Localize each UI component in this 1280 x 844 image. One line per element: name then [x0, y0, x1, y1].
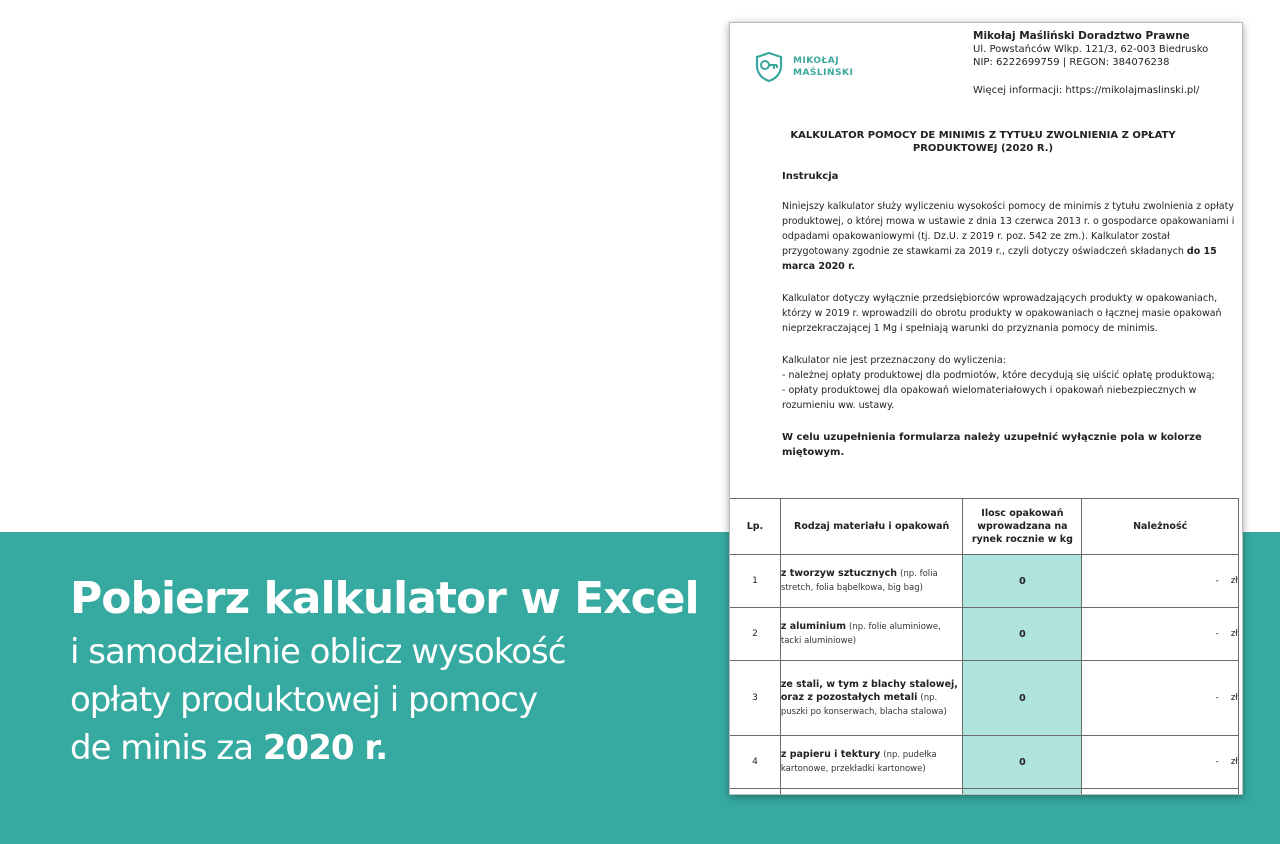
- header-amount-due: Należność: [1082, 499, 1239, 555]
- row-lp: 2: [730, 608, 781, 661]
- material-name: ze stali, w tym z blachy stalowej, oraz z pozostałych metali: [780, 678, 958, 703]
- material-name: z papieru i tektury: [780, 749, 881, 760]
- promo-line-3-text: de minis za: [70, 728, 263, 768]
- material-example: (np. folia stretch, folia bąbelkowa, big bag): [780, 569, 938, 593]
- row-lp: 1: [730, 555, 781, 608]
- company-ids: NIP: 6222699759 | REGON: 384076238: [973, 57, 1170, 68]
- promo-line-1: i samodzielnie oblicz wysokość: [70, 632, 566, 672]
- paragraph-1-text: Niniejszy kalkulator służy wyliczeniu wysokości pomocy de minimis z tytułu zwolnienia z opłaty produktowej, o której mowa w ustawie z dnia 13 czerwca 2013 r. o gospodarce opakowaniami i odpadami opakowaniowymi (tj. Dz.U. z 2019 r. poz. 542 ze zm.). Kalkulator został przygotowany zgodnie ze stawkami za 2019 r., czyli dotyczy oświadczeń składanych: [782, 201, 1235, 257]
- instruction-heading: Instrukcja: [782, 171, 839, 182]
- table-row: [730, 608, 1239, 661]
- material-example: (np. folie aluminiowe, tacki aluminiowe): [780, 622, 941, 646]
- row-material: [780, 555, 963, 608]
- company-logo: [752, 50, 852, 90]
- table-row: [730, 736, 1239, 789]
- instruction-paragraph-2: Kalkulator dotyczy wyłącznie przedsiębiorców wprowadzających produkty w opakowaniach, którzy w 2019 r. wprowadzili do obrotu produkty w opakowaniach o łącznej masie opakowań nieprzekraczającej 1 Mg i spełniają warunki do przyznania pomocy de minimis.: [782, 293, 1222, 334]
- promo-line-2: opłaty produktowej i pomocy: [70, 680, 538, 720]
- row-material: [780, 736, 963, 789]
- amount-due-cell: [1082, 789, 1239, 796]
- table-row: [730, 555, 1239, 608]
- promo-text: [70, 570, 699, 772]
- quantity-cell[interactable]: 0: [963, 608, 1082, 661]
- company-address: Ul. Powstańców Wlkp. 121/3, 62-003 Biedrusko: [973, 44, 1209, 55]
- row-lp: 3: [730, 661, 781, 736]
- currency-label: zł: [1230, 693, 1238, 703]
- row-material: [780, 789, 963, 796]
- header-material: Rodzaj materiału i opakowań: [780, 499, 963, 555]
- paragraph-3-item-2: - opłaty produktowej dla opakowań wielomateriałowych i opakowań niebezpiecznych w rozumieniu ww. ustawy.: [782, 385, 1197, 411]
- material-example: (np. puszki po konserwach, blacha stalowa): [780, 692, 947, 717]
- quantity-cell: [963, 789, 1082, 796]
- row-lp: [730, 789, 781, 796]
- amount-due-value: -: [1215, 629, 1219, 639]
- row-material: [780, 661, 963, 736]
- amount-due-value: -: [1215, 757, 1219, 767]
- material-example: (np. pudełka kartonowe, przekładki kartonowe): [780, 750, 937, 774]
- amount-due-cell: [1082, 555, 1239, 608]
- table-row: [730, 661, 1239, 736]
- header-quantity: Ilosc opakowań wprowadzana na rynek rocznie w kg: [963, 499, 1082, 555]
- instructions: [782, 169, 1238, 460]
- paragraph-3-intro: Kalkulator nie jest przeznaczony do wyliczenia:: [782, 355, 1006, 366]
- currency-label: zł: [1230, 757, 1238, 767]
- material-name: z tworzyw sztucznych: [780, 568, 898, 579]
- logo-wordmark: [793, 55, 853, 79]
- paragraph-3-item-1: - należnej opłaty produktowej dla podmiotów, które decydują się uiścić opłatę produktową;: [782, 370, 1215, 381]
- table-header-row: [730, 499, 1239, 555]
- quantity-cell[interactable]: 0: [963, 736, 1082, 789]
- currency-label: zł: [1230, 576, 1238, 586]
- quantity-cell[interactable]: 0: [963, 555, 1082, 608]
- table-row-partial: [730, 789, 1239, 796]
- material-name: z aluminium: [780, 621, 846, 632]
- amount-due-cell: [1082, 661, 1239, 736]
- row-lp: 4: [730, 736, 781, 789]
- deadline: do 15 marca 2020 r.: [782, 246, 1217, 272]
- row-material: [780, 608, 963, 661]
- instruction-paragraph-1: [782, 199, 1238, 274]
- logo-line-2: MAŚLIŃSKI: [793, 68, 854, 78]
- amount-due-cell: [1082, 608, 1239, 661]
- company-name: Mikołaj Maśliński Doradztwo Prawne: [973, 30, 1190, 42]
- amount-due-value: -: [1215, 693, 1219, 703]
- quantity-cell[interactable]: 0: [963, 661, 1082, 736]
- promo-title: Pobierz kalkulator w Excel: [70, 573, 699, 624]
- instruction-paragraph-3: [782, 353, 1238, 413]
- amount-due-cell: [1082, 736, 1239, 789]
- promo-line-3: [70, 724, 699, 772]
- currency-label: zł: [1230, 629, 1238, 639]
- logo-line-1: MIKOŁAJ: [793, 56, 840, 66]
- company-info: [973, 30, 1208, 97]
- header-lp: Lp.: [730, 499, 781, 555]
- form-note: W celu uzupełnienia formularza należy uzupełnić wyłącznie pola w kolorze miętowym.: [782, 432, 1202, 458]
- promo-year: 2020 r.: [262, 728, 388, 768]
- document-preview: [729, 22, 1243, 795]
- amount-due-value: -: [1215, 576, 1219, 586]
- document-title: KALKULATOR POMOCY DE MINIMIS Z TYTUŁU ZWOLNIENIA Z OPŁATY PRODUKTOWEJ (2020 R.): [790, 130, 1176, 154]
- company-more-info: Więcej informacji: https://mikolajmaslinski.pl/: [973, 85, 1200, 96]
- shield-key-icon: [752, 50, 786, 84]
- calculator-table: [729, 498, 1239, 795]
